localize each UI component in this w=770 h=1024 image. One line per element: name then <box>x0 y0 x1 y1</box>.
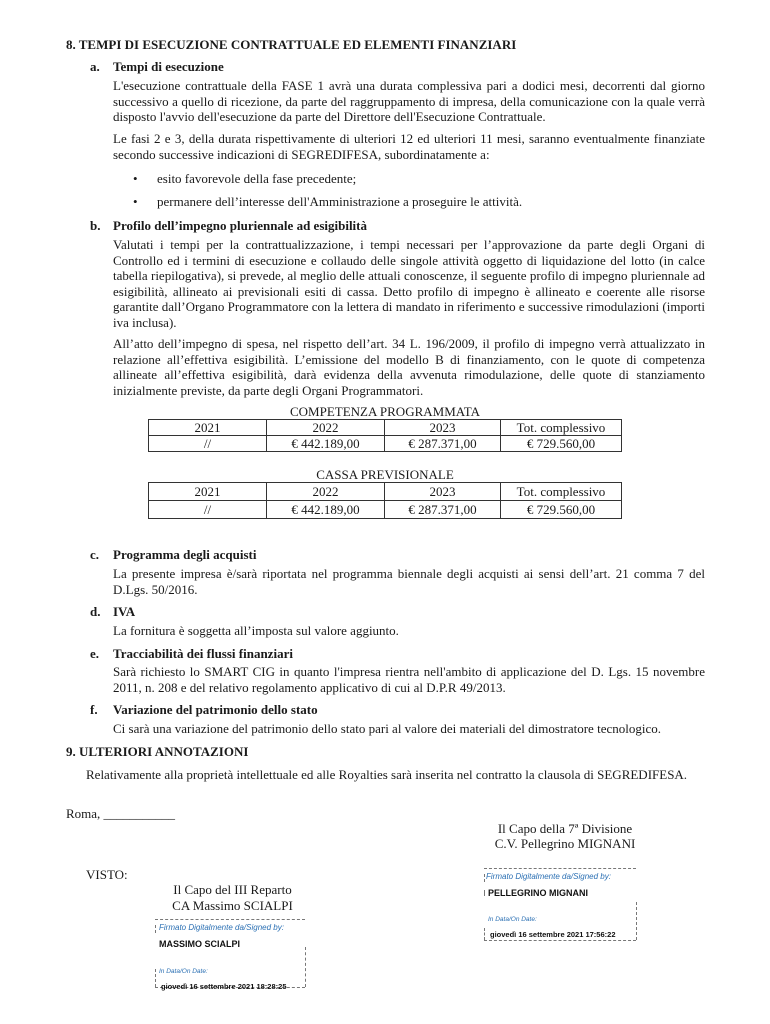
bullet-text: permanere dell’interesse dell'Amministrazione a proseguire le attività. <box>157 194 523 209</box>
table-header-cell: 2021 <box>149 420 267 436</box>
stamp-1-signed-label: Firmato Digitalmente da/Signed by: <box>486 872 611 881</box>
subsection-b-paragraph-1: Valutati i tempi per la contrattualizzazione, i tempi necessari per l’approvazione da parte degli Organi di Controllo ed i termini di esecuzione e collaudo delle singole attività oggetto di liquidazione del lotto (in calce tabella riepilogativa), si prevede, al meglio delle attuali conoscenze, il seguente profilo di impegno pluriennale ad esigibilità, allineato ai previsionali esiti di cassa. Detto profilo di impegno è allineato e coerente alle risorse garantite dall’Organo Programmatore con la lettera di mandato in riferimento e successive rimodulazioni (importi iva inclusa). <box>113 237 705 330</box>
subsection-e-paragraph: Sarà richiesto lo SMART CIG in quanto l'impresa rientra nell'ambito di applicazione del D. Lgs. 15 novembre 2011, n. 208 e del relativo regolamento applicativo di cui al D.P.R 49/2013. <box>113 664 705 695</box>
subsection-b-heading <box>90 218 367 233</box>
table-header-cell: 2022 <box>267 483 385 501</box>
table-header-cell: 2021 <box>149 483 267 501</box>
stamp-1-date-label: In Data/On Date: <box>488 916 537 923</box>
section-8-title: 8. TEMPI DI ESECUZIONE CONTRATTUALE ED ELEMENTI FINANZIARI <box>66 37 517 52</box>
table-row <box>149 436 622 452</box>
subsection-f-paragraph: Ci sarà una variazione del patrimonio dello stato pari al valore dei materiali del dimostratore tecnologico. <box>113 721 661 736</box>
table-cell: // <box>149 501 267 519</box>
subsection-c-letter: c. <box>90 547 100 562</box>
bullet-item <box>133 194 522 209</box>
subsection-e-heading <box>90 646 293 661</box>
subsection-c-paragraph: La presente impresa è/sarà riportata nel programma biennale degli acquisti ai sensi dell’art. 21 comma 7 del D.Lgs. 50/2016. <box>113 566 705 597</box>
table-header-row <box>149 483 622 501</box>
table-header-cell: 2023 <box>385 483 501 501</box>
bullet-dot-icon: • <box>133 171 138 186</box>
place-date-line: Roma, ___________ <box>66 806 176 821</box>
subsection-a-paragraph-2: Le fasi 2 e 3, della durata rispettivamente di ulteriori 12 ed ulteriori 11 mesi, saranno eventualmente finanziate secondo successive indicazioni di SEGREDIFESA, subordinatamente a: <box>113 131 705 162</box>
table-header-cell: 2023 <box>385 420 501 436</box>
subsection-b-title: Profilo dell’impegno pluriennale ad esigibilità <box>113 218 367 233</box>
subsection-d-title: IVA <box>113 604 136 619</box>
subsection-f-letter: f. <box>90 702 98 717</box>
table-cell: // <box>149 436 267 452</box>
visto-label: VISTO: <box>86 867 128 882</box>
subsection-d-heading <box>90 604 135 619</box>
table-row <box>149 501 622 519</box>
subsection-b-paragraph-2: All’atto dell’impegno di spesa, nel rispetto dell’art. 34 L. 196/2009, il profilo di impegno verrà attualizzato in relazione all’effettiva esigibilità. L’emissione del modello B di finanziamento, con le quote di competenza allineate all’effettiva esigibilità, darà evidenza della avvenuta rimodulazione, delle quote di stanziamento inizialmente previste, da parte degli Organi Programmatori. <box>113 336 705 398</box>
subsection-a-letter: a. <box>90 59 100 74</box>
subsection-f-heading <box>90 702 318 717</box>
table-cell: € 729.560,00 <box>501 436 622 452</box>
table-competenza <box>148 419 622 452</box>
table-header-cell: Tot. complessivo <box>501 420 622 436</box>
subsection-a-title: Tempi di esecuzione <box>113 59 224 74</box>
table-cell: € 287.371,00 <box>385 436 501 452</box>
table-competenza-caption: COMPETENZA PROGRAMMATA <box>289 404 480 419</box>
table-header-cell: 2022 <box>267 420 385 436</box>
table-cell: € 442.189,00 <box>267 436 385 452</box>
stamp-2-signed-label: Firmato Digitalmente da/Signed by: <box>159 923 284 932</box>
bullet-text: esito favorevole della fase precedente; <box>157 171 357 186</box>
table-header-cell: Tot. complessivo <box>501 483 622 501</box>
table-cell: € 442.189,00 <box>267 501 385 519</box>
subsection-c-heading <box>90 547 256 562</box>
table-header-row <box>149 420 622 436</box>
signer-1-role: Il Capo della 7ª Divisione <box>497 821 633 836</box>
stamp-1-signer-name: PELLEGRINO MIGNANI <box>488 888 589 898</box>
section-9-title: 9. ULTERIORI ANNOTAZIONI <box>66 744 249 759</box>
signature-stamp-2 <box>155 919 305 989</box>
table-cell: € 287.371,00 <box>385 501 501 519</box>
stamp-2-signer-name: MASSIMO SCIALPI <box>159 939 241 949</box>
bullet-item <box>133 171 356 186</box>
signer-1-name: C.V. Pellegrino MIGNANI <box>494 836 636 851</box>
subsection-e-letter: e. <box>90 646 100 661</box>
table-cassa <box>148 482 622 519</box>
subsection-f-title: Variazione del patrimonio dello stato <box>113 702 318 717</box>
signer-2-name: CA Massimo SCIALPI <box>172 898 293 913</box>
table-cell: € 729.560,00 <box>501 501 622 519</box>
bullet-dot-icon: • <box>133 194 138 209</box>
subsection-c-title: Programma degli acquisti <box>113 547 257 562</box>
table-cassa-caption: CASSA PREVISIONALE <box>316 467 454 482</box>
subsection-a-heading <box>90 59 224 74</box>
signer-2-role: Il Capo del III Reparto <box>173 882 292 897</box>
subsection-d-letter: d. <box>90 604 101 619</box>
signature-stamp-1 <box>484 868 636 942</box>
subsection-d-paragraph: La fornitura è soggetta all’imposta sul valore aggiunto. <box>113 623 399 638</box>
stamp-1-date: giovedì 16 settembre 2021 17:56:22 <box>490 930 616 939</box>
section-9-paragraph: Relativamente alla proprietà intellettuale ed alle Royalties sarà inserita nel contratto la clausola di SEGREDIFESA. <box>86 767 688 782</box>
subsection-a-paragraph-1: L'esecuzione contrattuale della FASE 1 avrà una durata complessiva pari a dodici mesi, decorrenti dal giorno successivo a quello di ricezione, da parte del raggruppamento di impresa, della comunicazione con la quale verrà disposto l'avvio dell'esecuzione da parte del Direttore dell'Esecuzione Contrattuale. <box>113 78 705 124</box>
stamp-2-date: giovedì 16 settembre 2021 18:28:25 <box>161 982 287 991</box>
stamp-2-date-label: In Data/On Date: <box>159 968 208 975</box>
subsection-b-letter: b. <box>90 218 101 233</box>
subsection-e-title: Tracciabilità dei flussi finanziari <box>113 646 293 661</box>
